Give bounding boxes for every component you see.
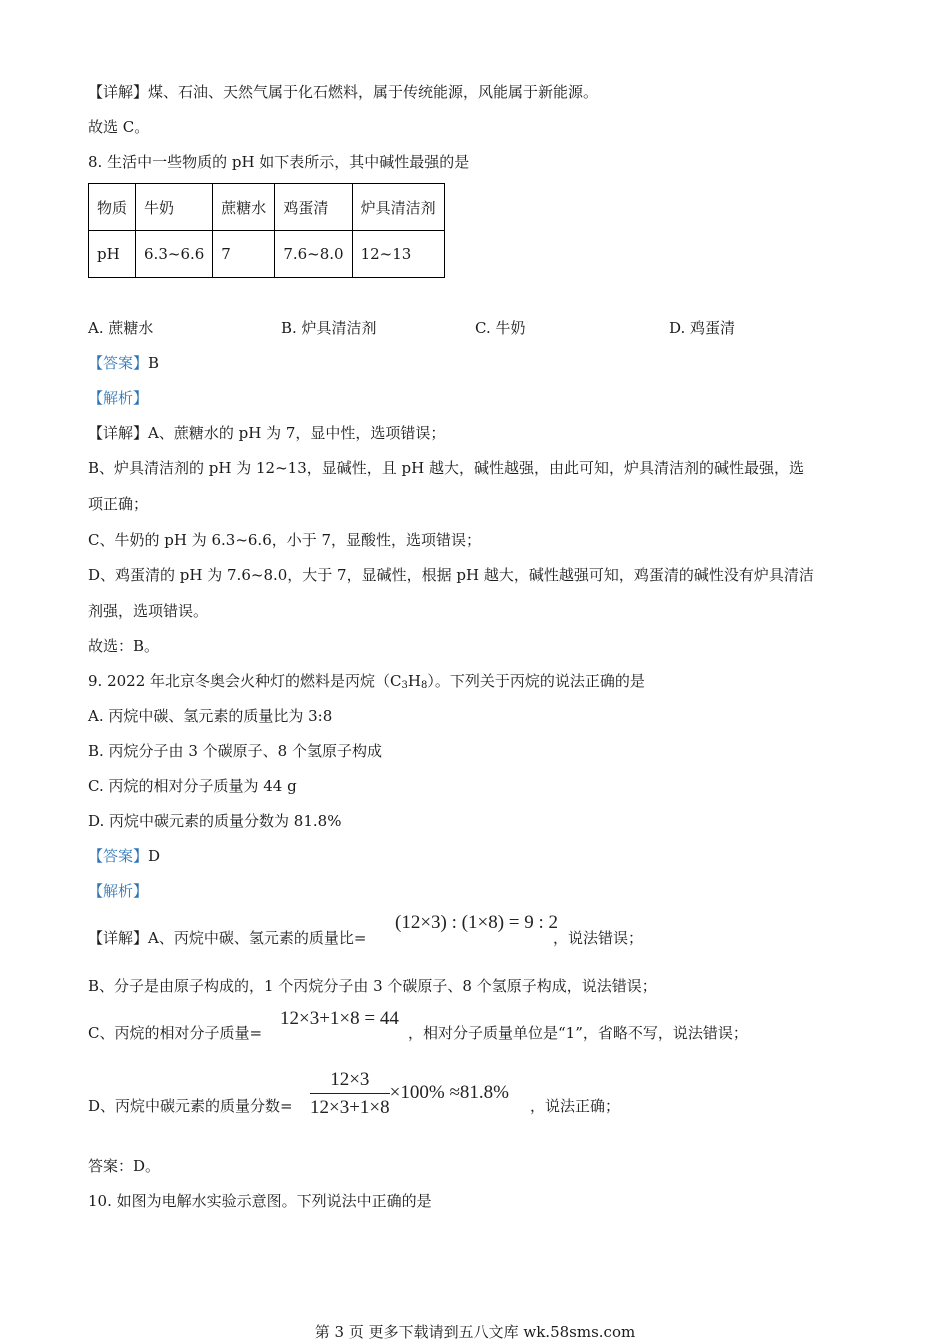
q8-detail-d-cont: 剂强，选项错误。 xyxy=(88,602,209,620)
q8-conclusion: 故选：B。 xyxy=(88,637,160,655)
q9-detail-d-text: D、丙烷中碳元素的质量分数= xyxy=(88,1097,293,1115)
q9-formula-mass-fraction xyxy=(310,1068,509,1119)
q8-stem: 8. 生活中一些物质的 pH 如下表所示，其中碱性最强的是 xyxy=(88,153,470,171)
q8-detail-b: B、炉具清洁剂的 pH 为 12~13，显碱性，且 pH 越大，碱性越强，由此可知，炉具清洁剂的碱性最强，选 xyxy=(88,459,804,477)
q9-option-c: C. 丙烷的相对分子质量为 44 g xyxy=(88,777,297,795)
table-header-row xyxy=(89,184,445,231)
q8-option-b: B. 炉具清洁剂 xyxy=(281,319,377,337)
q8-analysis-tag: 【解析】 xyxy=(88,389,149,407)
q8-answer: 【答案】B xyxy=(88,354,160,372)
table-cell: 6.3~6.6 xyxy=(136,231,213,278)
q9-option-a: A. 丙烷中碳、氢元素的质量比为 3:8 xyxy=(88,707,333,725)
q8-option-c: C. 牛奶 xyxy=(475,319,526,337)
q8-detail-b-cont: 项正确； xyxy=(88,495,149,513)
q9-stem: 9. 2022 年北京冬奥会火种灯的燃料是丙烷$(C_3H_8)$。下列关于丙烷的说法正确的是 xyxy=(88,672,645,691)
table-cell: pH xyxy=(89,231,136,278)
q9-analysis-tag: 【解析】 xyxy=(88,882,149,900)
q9-option-b: B. 丙烷分子由 3 个碳原子、8 个氢原子构成 xyxy=(88,742,382,760)
table-cell: 物质 xyxy=(89,184,136,231)
fraction-numerator: 12×3 xyxy=(310,1068,390,1094)
table-cell: 鸡蛋清 xyxy=(275,184,352,231)
q8-option-a: A. 蔗糖水 xyxy=(88,319,154,337)
table-cell: 7 xyxy=(213,231,275,278)
q9-detail-c-suffix: ，相对分子质量单位是“1”，省略不写，说法错误； xyxy=(408,1024,748,1042)
prev-detail: 【详解】煤、石油、天然气属于化石燃料，属于传统能源，风能属于新能源。 xyxy=(88,83,599,101)
table-cell: 炉具清洁剂 xyxy=(352,184,444,231)
table-cell: 蔗糖水 xyxy=(213,184,275,231)
table-cell: 12~13 xyxy=(352,231,444,278)
q9-detail-b: B、分子是由原子构成的，1 个丙烷分子由 3 个碳原子、8 个氢原子构成，说法错误； xyxy=(88,977,657,995)
table-cell: 7.6~8.0 xyxy=(275,231,352,278)
prev-conclusion: 故选 C。 xyxy=(88,118,150,136)
q9-detail-d-suffix: ，说法正确； xyxy=(530,1097,621,1115)
q9-formula-molecular-mass: 12×3+1×8 = 44 xyxy=(280,1008,399,1029)
fraction-denominator: 12×3+1×8 xyxy=(310,1097,390,1118)
q9-detail-a-text: 【详解】A、丙烷中碳、氢元素的质量比= xyxy=(88,929,367,947)
q8-detail-c: C、牛奶的 pH 为 6.3~6.6，小于 7，显酸性，选项错误； xyxy=(88,531,482,549)
q8-detail-d: D、鸡蛋清的 pH 为 7.6~8.0，大于 7，显碱性，根据 pH 越大，碱性越强可知，鸡蛋清的碱性没有炉具清洁 xyxy=(88,566,814,584)
q9-conclusion: 答案：D。 xyxy=(88,1157,161,1175)
table-row xyxy=(89,231,445,278)
q9-detail-a-suffix: ，说法错误； xyxy=(553,929,644,947)
q8-detail-a: 【详解】A、蔗糖水的 pH 为 7，显中性，选项错误； xyxy=(88,424,446,442)
q8-option-d: D. 鸡蛋清 xyxy=(669,319,736,337)
ph-table xyxy=(88,183,445,278)
q9-formula-mass-ratio: (12×3) : (1×8) = 9 : 2 xyxy=(395,912,559,933)
q9-answer: 【答案】D xyxy=(88,847,161,865)
q10-stem: 10. 如图为电解水实验示意图。下列说法中正确的是 xyxy=(88,1192,432,1210)
q9-option-d: D. 丙烷中碳元素的质量分数为 81.8% xyxy=(88,812,342,830)
fraction xyxy=(310,1068,390,1119)
fraction-tail: ×100% ≈81.8% xyxy=(389,1081,509,1103)
page-footer: 第 3 页 更多下载请到五八文库 wk.58sms.com xyxy=(314,1323,636,1341)
q9-detail-c-text: C、丙烷的相对分子质量= xyxy=(88,1024,263,1042)
table-cell: 牛奶 xyxy=(136,184,213,231)
